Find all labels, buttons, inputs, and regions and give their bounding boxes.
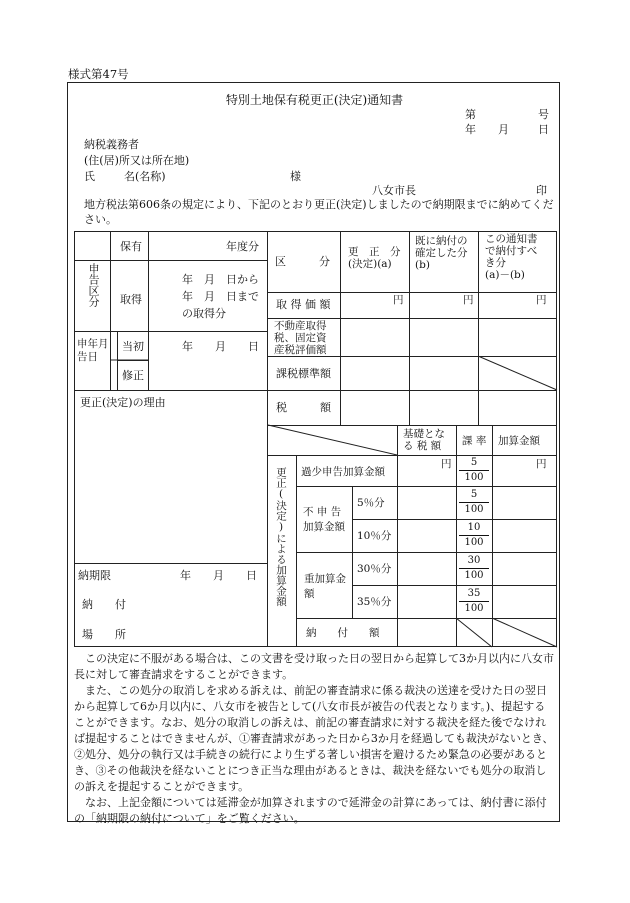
- number-suffix: 号: [538, 108, 549, 121]
- under-declaration-label: 過少申告加算金額: [301, 466, 385, 478]
- note-appeal: この決定に不服がある場合は、この文書を受け取った日の翌日から起算して3か月以内に八女市長に対して審査請求をすることができます。: [74, 652, 554, 681]
- tax-label: 税 額: [276, 401, 331, 414]
- pct-30-label: 30％分: [357, 563, 392, 575]
- taxpayer-label: 納税義務者: [84, 138, 139, 151]
- appraisal-label: 不動産取得 税、固定資 産税評価額: [274, 320, 327, 356]
- heavy-penalty-label: 重加算金 額: [304, 573, 346, 600]
- rate-fraction-under: 5 100: [459, 457, 489, 484]
- form-number: 様式第47号: [68, 67, 129, 81]
- initial-label: 当初: [122, 340, 144, 353]
- yen-unit-2: 円: [463, 294, 474, 306]
- yen-unit-4: 円: [441, 458, 452, 470]
- fiscal-year-label: 年度分: [226, 240, 259, 253]
- date-day: 日: [538, 123, 549, 136]
- acquisition-label: 取得: [120, 293, 142, 306]
- intro-text: 地方税法第606条の規定により、下記のとおり更正(決定)しましたので納期限までに納めてください。: [84, 198, 554, 226]
- date-year: 年: [465, 123, 476, 136]
- rate-fraction-30: 30 100: [459, 555, 489, 582]
- document-title: 特別土地保有税更正(決定)通知書: [225, 93, 404, 107]
- yen-unit-1: 円: [393, 294, 404, 306]
- penalty-amount-header: 加算金額: [498, 435, 540, 447]
- number-label: 第: [465, 108, 476, 121]
- acq-period-line3: の取得分: [182, 307, 226, 320]
- acq-period-line1: 年 月 日から: [182, 273, 259, 286]
- pay-place-label-1: 納 付: [82, 598, 126, 611]
- rate-fraction-10: 10 100: [459, 522, 489, 549]
- due-date-ymd: 年 月 日: [180, 569, 257, 582]
- basis-tax-header: 基礎とな る 税 額: [403, 428, 445, 452]
- pct-5-label: 5％分: [357, 497, 385, 509]
- tax-base-label: 課税標準額: [276, 367, 331, 380]
- seal-mark: 印: [536, 184, 547, 197]
- acq-period-line2: 年 月 日まで: [182, 290, 259, 303]
- revised-label: 修正: [122, 369, 144, 382]
- name-label-1: 氏: [84, 170, 95, 183]
- honorific: 様: [290, 170, 301, 183]
- revision-header: 更 正 分 (決定)(a): [348, 246, 401, 270]
- category-header: 区 分: [275, 255, 330, 268]
- declaration-date-label: 申年月告日: [77, 338, 109, 363]
- acq-price-label: 取 得 価 額: [276, 298, 331, 311]
- payment-amount-label: 納 付 額: [306, 627, 380, 639]
- notice-frame: [67, 82, 560, 825]
- declaration-ymd: 年 月 日: [182, 340, 259, 353]
- penalty-vertical-label: 更正(決定)による加算金額: [275, 467, 287, 607]
- non-declaration-label: 不 申 告 加算金額: [303, 506, 345, 533]
- rate-fraction-5: 5 100: [459, 489, 489, 516]
- yen-unit-3: 円: [536, 294, 547, 306]
- note-lawsuit: また、この処分の取消しを求める訴えは、前記の審査請求に係る裁決の送達を受けた日の翌日から起算して6か月以内に、八女市を被告として(八女市長が被告の代表となります。)、提起することができます。なお、処分の取消しの訴えは、前記の審査請求に対する裁決を経た後でなければ提起することはできませんが、①審査請求があった日から3か月を経過しても裁決がないとき、②処分、処分の執行又は手続きの続行により生ずる著しい損害を避けるため緊急の必要があるとき、③その他裁決を経ないことにつき正当な理由があるときは、裁決を経ないでも処分の取消しの訴えを提起することができます。: [74, 684, 554, 793]
- paid-header: 既に納付の 確定した分 (b): [415, 235, 468, 271]
- reason-label: 更正(決定)の理由: [80, 396, 166, 409]
- rate-fraction-35: 35 100: [459, 588, 489, 615]
- pay-place-label-2: 場 所: [82, 628, 126, 641]
- pct-10-label: 10％分: [357, 530, 392, 542]
- due-date-label: 納期限: [78, 569, 111, 582]
- holding-label: 保有: [120, 240, 142, 253]
- pct-35-label: 35％分: [357, 596, 392, 608]
- due-header: この通知書 で納付すべ き分 (a)－(b): [485, 233, 538, 281]
- name-label-2: 名(名称): [124, 170, 166, 183]
- rate-header: 課 率: [462, 435, 487, 447]
- notes-section: [74, 651, 556, 827]
- yen-unit-5: 円: [536, 458, 547, 470]
- date-month: 月: [498, 123, 509, 136]
- issuer-name: 八女市長: [372, 184, 416, 197]
- note-late-fee: なお、上記金額については延滞金が加算されますので延滞金の計算にあっては、納付書に添付の「納期限の納付について」をご覧ください。: [74, 796, 547, 825]
- address-label: (住(居)所又は所在地): [84, 154, 190, 167]
- declaration-type-label: 申告区分: [87, 263, 100, 307]
